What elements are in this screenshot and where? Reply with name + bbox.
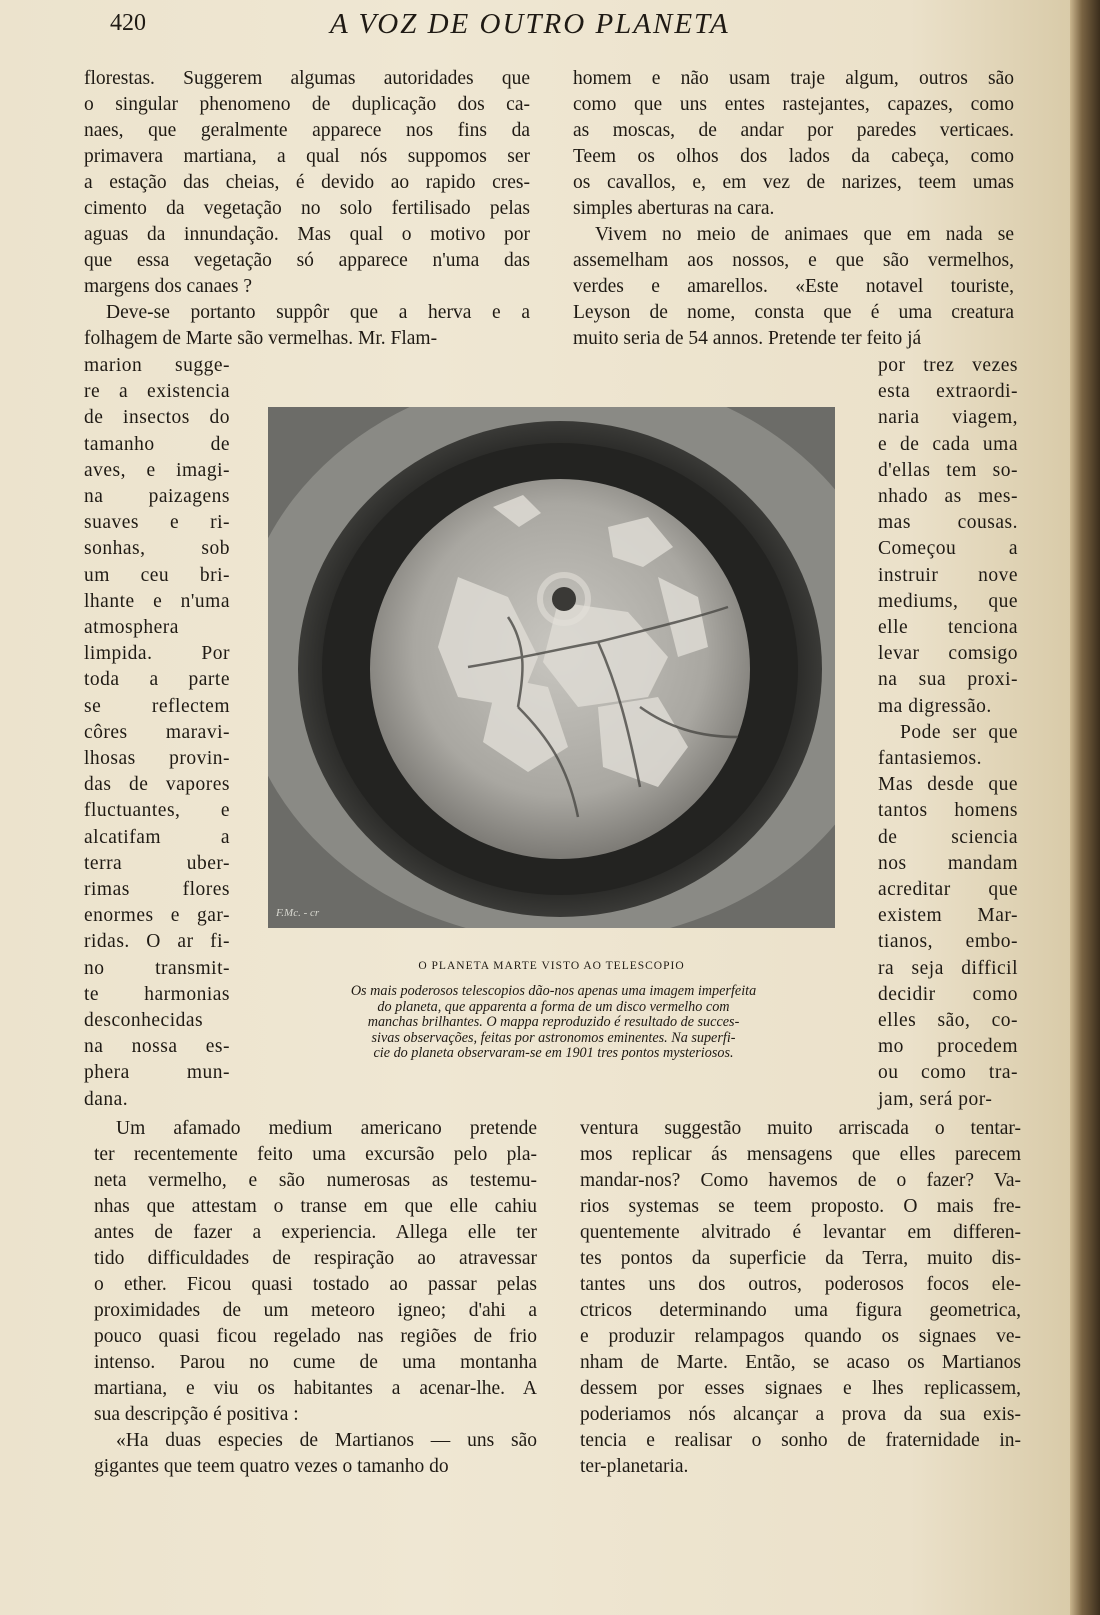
text-line: as moscas, de andar por paredes verticaes. (573, 120, 1014, 141)
text-line: tamanho de (84, 433, 230, 455)
text-line: ter-planetaria. (580, 1456, 689, 1477)
text-line: decidir como (878, 983, 1018, 1005)
text-line: Começou a (878, 538, 1018, 560)
text-line: Leyson de nome, consta que é uma creatura (573, 302, 1014, 323)
text-line: rios systemas se teem proposto. O mais fre- (580, 1196, 1021, 1217)
text-line: terra uber- (84, 852, 230, 874)
right-column-top-text (573, 66, 1014, 352)
caption-line: cie do planeta observaram-se em 1901 tres pontos mysteriosos. (373, 1045, 734, 1061)
caption-line: do planeta, que apparenta a forma de um disco vermelho com (377, 998, 730, 1015)
text-line: intenso. Parou no cume de uma montanha (94, 1352, 537, 1373)
text-line: dessem por esses signaes e lhes replicassem, (580, 1378, 1021, 1399)
text-line: tencia e realisar o sonho de fraternidade in- (580, 1430, 1021, 1451)
text-line: um ceu bri- (84, 564, 230, 586)
text-line: lhosas provin- (84, 748, 230, 770)
caption-line: Os mais poderosos telescopios dão-nos apenas uma imagem imperfeita (350, 983, 757, 999)
text-line: o singular phenomeno de duplicação dos ca- (84, 94, 530, 115)
text-line: mediums, que (878, 590, 1018, 612)
text-line: nos mandam (878, 852, 1018, 874)
text-line: florestas. Suggerem algumas autoridades que (84, 68, 530, 89)
text-line: mos replicar ás mensagens que elles parecem (580, 1144, 1021, 1165)
running-title: A VOZ DE OUTRO PLANETA (330, 8, 730, 40)
text-line: e produzir relampagos quando os signaes ve- (580, 1326, 1021, 1347)
text-line: Teem os olhos dos lados da cabeça, como (573, 146, 1014, 167)
text-line: mandar-nos? Como havemos de o fazer? Va- (580, 1170, 1021, 1191)
text-line: como que uns entes rastejantes, capazes, como (573, 94, 1014, 115)
left-column-bottom-text (94, 1116, 537, 1480)
text-line: rimas flores (84, 879, 230, 901)
text-line: existem Mar- (878, 905, 1018, 927)
text-line: aves, e imagi- (84, 459, 230, 481)
text-line: de sciencia (878, 826, 1018, 848)
text-line: ctricos determinando uma figura geometrica, (580, 1300, 1021, 1321)
text-line: primavera martiana, a qual nós suppomos ser (84, 146, 530, 167)
text-line: elles são, co- (878, 1010, 1018, 1032)
text-line: tes pontos da superficie da Terra, muito dis- (580, 1248, 1021, 1269)
text-line: atmosphera (84, 617, 179, 639)
text-line: quentemente alvitrado é levantar em differen- (580, 1222, 1021, 1243)
page-number: 420 (110, 10, 146, 36)
text-line: sonhas, sob (84, 538, 230, 560)
text-line: phera mun- (84, 1062, 230, 1084)
text-line: tantos homens (878, 800, 1018, 822)
text-line: nham de Marte. Então, se acaso os Martianos (580, 1352, 1021, 1373)
text-line: ma digressão. (878, 695, 992, 717)
text-line: naes, que geralmente apparece nos fins da (84, 120, 530, 141)
text-line: te harmonias (84, 983, 230, 1005)
text-line: fantasiemos. (878, 748, 983, 770)
text-line: nhado as mes- (878, 486, 1018, 508)
text-line: Mas desde que (878, 774, 1018, 796)
text-line: martiana, e viu os habitantes a acenar-lhe. A (94, 1378, 537, 1399)
text-line: ou como tra- (878, 1062, 1018, 1084)
text-line: toda a parte (84, 669, 230, 691)
text-line: o ether. Ficou quasi tostado ao passar pelas (94, 1274, 537, 1295)
text-line: ra seja difficil (878, 957, 1018, 979)
text-line: Um afamado medium americano pretende (116, 1118, 537, 1139)
text-line: gigantes que teem quatro vezes o tamanho do (94, 1456, 449, 1477)
text-line: jam, será por- (878, 1088, 993, 1110)
text-line: na sua proxi- (878, 669, 1018, 691)
text-line: ter recentemente feito uma excursão pelo pla- (94, 1144, 537, 1165)
text-line: mas cousas. (878, 512, 1018, 534)
text-line: elle tenciona (878, 617, 1018, 639)
text-line: tianos, embo- (878, 931, 1018, 953)
text-line: tido difficuldades de respiração ao atravessar (94, 1248, 537, 1269)
text-line: re a existencia (84, 381, 230, 403)
text-line: a estação das cheias, é devido ao rapido cres- (84, 172, 530, 193)
text-line: dana. (84, 1088, 129, 1110)
dark-spot (552, 587, 576, 611)
text-line: poderiamos nós alcançar a prova da sua exis- (580, 1404, 1021, 1425)
text-line: sua descripção é positiva : (94, 1404, 299, 1425)
text-line: proximidades de um meteoro igneo; d'ahi a (94, 1300, 537, 1321)
mars-disc-illustration (268, 407, 835, 928)
text-line: aguas da innundação. Mas qual o motivo por (84, 224, 530, 245)
text-line: e de cada uma (878, 433, 1018, 455)
text-line: Pode ser que (900, 721, 1018, 743)
text-line: tantes uns dos outros, poderosos focos ele- (580, 1274, 1021, 1295)
text-line: nhas que attestam o transe em que elle cahiu (94, 1196, 537, 1217)
right-column-bottom-text (580, 1116, 1021, 1480)
text-line: assemelham aos nossos, e que são vermelhos, (573, 250, 1014, 271)
text-line: ridas. O ar fi- (84, 931, 230, 953)
text-line: ventura suggestão muito arriscada o tentar- (580, 1118, 1021, 1139)
text-line: antes de fazer a experiencia. Allega elle ter (94, 1222, 537, 1243)
text-line: instruir nove (878, 564, 1018, 586)
text-line: simples aberturas na cara. (573, 198, 775, 219)
text-line: verdes e amarellos. «Este notavel touriste, (573, 276, 1014, 297)
caption-line: sivas observações, feitas por astronomos eminentes. Na superfi- (371, 1029, 736, 1046)
text-line: fluctuantes, e (84, 800, 230, 822)
text-line: d'ellas tem so- (878, 459, 1018, 481)
text-line: Vivem no meio de animaes que em nada se (595, 224, 1014, 245)
text-line: alcatifam a (84, 826, 230, 848)
text-line: esta extraordi- (878, 381, 1018, 403)
right-column-wrapped-text (878, 353, 1018, 1113)
text-line: se reflectem (84, 695, 230, 717)
text-line: de insectos do (84, 407, 230, 429)
text-line: Deve-se portanto suppôr que a herva e a (106, 302, 530, 323)
text-line: desconhecidas (84, 1010, 204, 1032)
text-line: enormes e gar- (84, 905, 230, 927)
text-line: das de vapores (84, 774, 230, 796)
figure-caption-title: O PLANETA MARTE VISTO AO TELESCOPIO (418, 960, 685, 972)
engraver-signature: F.Mc. - cr (276, 907, 320, 919)
text-line: levar comsigo (878, 643, 1018, 665)
left-column-wrapped-text (84, 353, 230, 1113)
text-line: no transmit- (84, 957, 230, 979)
text-line: que essa vegetação só apparece n'uma das (84, 250, 530, 271)
text-line: na paizagens (84, 486, 230, 508)
text-line: folhagem de Marte são vermelhas. Mr. Flam- (84, 328, 438, 349)
text-line: acreditar que (878, 879, 1018, 901)
text-line: naria viagem, (878, 407, 1018, 429)
text-line: côres maravi- (84, 721, 230, 743)
text-line: «Ha duas especies de Martianos — uns são (116, 1430, 537, 1451)
text-line: por trez vezes (878, 355, 1018, 376)
text-line: mo procedem (878, 1036, 1018, 1058)
figure-caption-text (276, 984, 831, 1062)
text-line: neta vermelho, e são numerosas as testemu- (94, 1170, 537, 1191)
text-line: homem e não usam traje algum, outros são (573, 68, 1014, 89)
mars-telescope-photo (268, 407, 835, 928)
text-line: cimento da vegetação no solo fertilisado pelas (84, 198, 530, 219)
text-line: na nossa es- (84, 1036, 230, 1058)
text-line: pouco quasi ficou regelado nas regiões de frio (94, 1326, 537, 1347)
text-line: lhante e n'uma (84, 590, 230, 612)
caption-line: manchas brilhantes. O mappa reproduzido é resultado de succes- (367, 1014, 740, 1030)
text-line: os cavallos, e, em vez de narizes, teem umas (573, 172, 1014, 193)
text-line: limpida. Por (84, 643, 230, 665)
left-column-top-text (84, 66, 530, 352)
text-line: margens dos canaes ? (84, 276, 253, 297)
text-line: suaves e ri- (84, 512, 230, 534)
text-line: marion sugge- (84, 355, 230, 376)
text-line: muito seria de 54 annos. Pretende ter feito já (573, 328, 922, 349)
book-binding-edge (1070, 0, 1100, 1615)
